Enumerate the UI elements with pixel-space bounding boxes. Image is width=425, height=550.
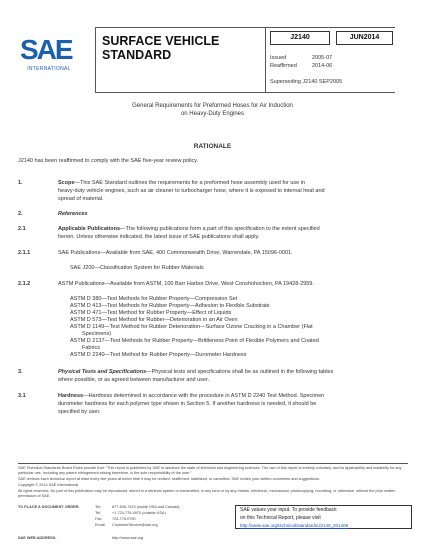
title-line-2: STANDARD (102, 48, 172, 62)
rationale-text: J2140 has been reaffirmed to comply with the SAE five-year review policy. (18, 158, 199, 164)
footer-rule (18, 463, 408, 464)
reaffirmed-label: Reaffirmed (270, 63, 297, 69)
sae-logo (18, 26, 80, 78)
astm-reference: ASTM D 471—Test Method for Rubber Property—Effect of Liquids (70, 310, 232, 316)
section-2-1-number: 2.1 (18, 226, 26, 232)
doc-number: J2140 (290, 34, 310, 41)
section-3-text-1: —Physical tests and specifications shall be as outlined in the following tables (146, 369, 334, 375)
fax-value: 724-776-0790 (112, 517, 136, 521)
doc-number-box (270, 31, 330, 45)
header-left-rule (95, 27, 96, 92)
web-link[interactable]: http://www.sae.org (112, 536, 144, 540)
footer-copyright: Copyright © 2014 SAE International (18, 483, 79, 487)
header-top-rule (95, 27, 395, 28)
superseding-text: Superseding J2140 SEP2005 (270, 79, 343, 85)
feedback-line-2 (236, 514, 411, 522)
order-label: TO PLACE A DOCUMENT ORDER: (18, 505, 80, 509)
section-2-heading: References (58, 211, 88, 217)
section-3-heading: Physical Tests and Specifications (58, 369, 147, 375)
section-2-1-2-number: 2.1.2 (18, 281, 31, 287)
email-label: Email: (95, 523, 106, 527)
section-3-number: 3. (18, 369, 23, 375)
issued-value: 2005-07 (312, 55, 333, 61)
doc-title-line-2: on Heavy-Duty Engines (180, 110, 245, 117)
rationale-heading: RATIONALE (193, 143, 232, 150)
astm-reference: ASTM D 413—Test Methods for Rubber Property—Adhesion to Flexible Substrate (70, 303, 270, 309)
tel2-value[interactable]: +1 724-776-4970 (outside USA) (112, 511, 166, 515)
section-2-1-1-text: SAE Publications—Available from SAE, 400 Commonwealth Drive, Warrendale, PA 15096-0001. (58, 250, 293, 256)
section-1-line-1 (58, 180, 413, 187)
section-3-1-line-2: durometer hardness for each polymer type shown in Section 5. If another hardness is needed, it should be (58, 401, 317, 407)
footer-disclaimer: SAE Technical Standards Board Rules provide that: "This report is published by SAE to advance the state of technical and engineering sciences. The use of this report is entirely voluntary, and its applicability and suitability for any particular use, including any patent infringement arising therefrom, is the sole responsibility of the user." (18, 466, 402, 475)
footer-review-note: SAE reviews each technical report at least every five years at which time it may be revised, reaffirmed, stabilized, or cancelled. SAE invites your written comments and suggestions. (18, 477, 320, 481)
doc-title-line-1: General Requirements for Preformed Hoses for Air Induction (132, 103, 293, 109)
sae-j200-reference: SAE J200—Classification System for Rubber Materials (70, 265, 204, 271)
sae-logo-mark (18, 26, 80, 66)
doc-date: JUN2014 (349, 34, 380, 41)
astm-reference: ASTM D 1149—Test Method for Rubber Deterioration—Surface Ozone Cracking in a Chamber (Flat (70, 324, 313, 330)
document-title (60, 103, 365, 118)
astm-reference: ASTM D 2240—Test Method for Rubber Property—Durometer Hardness (70, 352, 247, 358)
section-1-line-2: heavy-duty vehicle engines, such as air cleaner to turbocharger hose, where it is exposed to internal heat and (58, 188, 325, 194)
header-divider-rule (265, 27, 266, 92)
astm-reference: ASTM D 2137—Test Methods for Rubber Property—Brittleness Point of Flexible Polymers and Coated (70, 338, 319, 344)
astm-reference-continued: Fabrics (82, 345, 101, 351)
astm-reference: ASTM D 573—Test Method for Rubber—Deterioration in an Air Oven (70, 317, 238, 323)
feedback-box (235, 505, 412, 529)
logo-subtitle: INTERNATIONAL (27, 66, 71, 72)
issued-label: Issued (270, 55, 287, 61)
section-2-number: 2. (18, 211, 23, 217)
feedback-line-2-text: on this Technical Report, please visit (240, 515, 321, 521)
section-3-1-heading: Hardness (58, 393, 84, 399)
email-link[interactable]: CustomerService@sae.org (112, 523, 158, 527)
web-label: SAE WEB ADDRESS: (18, 536, 57, 540)
section-2-1-1-number: 2.1.1 (18, 250, 31, 256)
section-1-text-1: —This SAE Standard outlines the requirements for a preformed hose assembly used for use in (74, 180, 306, 186)
section-2-1-line-1 (58, 226, 413, 233)
tel-label: Tel: (95, 505, 101, 509)
logo-mark-text: SAE (20, 34, 72, 65)
footer-rights: All rights reserved. No part of this publication may be reproduced, stored in a retrieval system or transmitted, in any form or by any means, electronic, mechanical, photocopying, recording, or otherwise, without the prior written permission of SAE. (18, 489, 396, 498)
section-1-line-3: spread of material. (58, 196, 104, 202)
astm-reference: ASTM D 380—Test Methods for Rubber Property—Compression Set (70, 296, 238, 302)
section-2-1-line-2: herein. Unless otherwise indicated, the latest issue of SAE publications shall apply. (58, 234, 260, 240)
section-2-1-2-text: ASTM Publications—Available from ASTM, 100 Barr Harbor Drive, West Conshohocken, PA 19428-2959. (58, 281, 314, 287)
doc-date-box (336, 31, 393, 45)
section-3-1-line-1 (58, 393, 413, 400)
tel-value[interactable]: 877-606-7323 (inside USA and Canada) (112, 505, 180, 509)
section-2-1-heading: Applicable Publications (58, 226, 121, 232)
tel2-label: Tel: (95, 511, 101, 515)
section-3-line-1 (58, 369, 413, 376)
section-3-line-2: where possible, or as agreed between manufacturer and user. (58, 377, 210, 383)
section-2-1-text-1: —The following publications form a part of this specification to the extent specified (120, 226, 320, 232)
section-1-heading: Scope (58, 180, 75, 186)
standard-title (102, 34, 252, 62)
astm-reference-continued: Specimens) (82, 331, 112, 337)
section-3-1-number: 3.1 (18, 393, 26, 399)
header-bottom-rule (95, 92, 395, 93)
fax-label: Fax: (95, 517, 103, 521)
feedback-line-1: SAE values your input. To provide feedback (240, 507, 337, 513)
feedback-link[interactable]: http://www.sae.org/technical/standards/J2140_201406 (240, 523, 349, 528)
section-3-1-text-1: —Hardness determined in accordance with the procedure in ASTM D 2240 Test Method. Specimen (83, 393, 325, 399)
section-3-1-line-3: specified by user. (58, 409, 101, 415)
section-1-number: 1. (18, 180, 23, 186)
title-line-1: SURFACE VEHICLE (102, 34, 220, 48)
reaffirmed-value: 2014-06 (312, 63, 333, 69)
